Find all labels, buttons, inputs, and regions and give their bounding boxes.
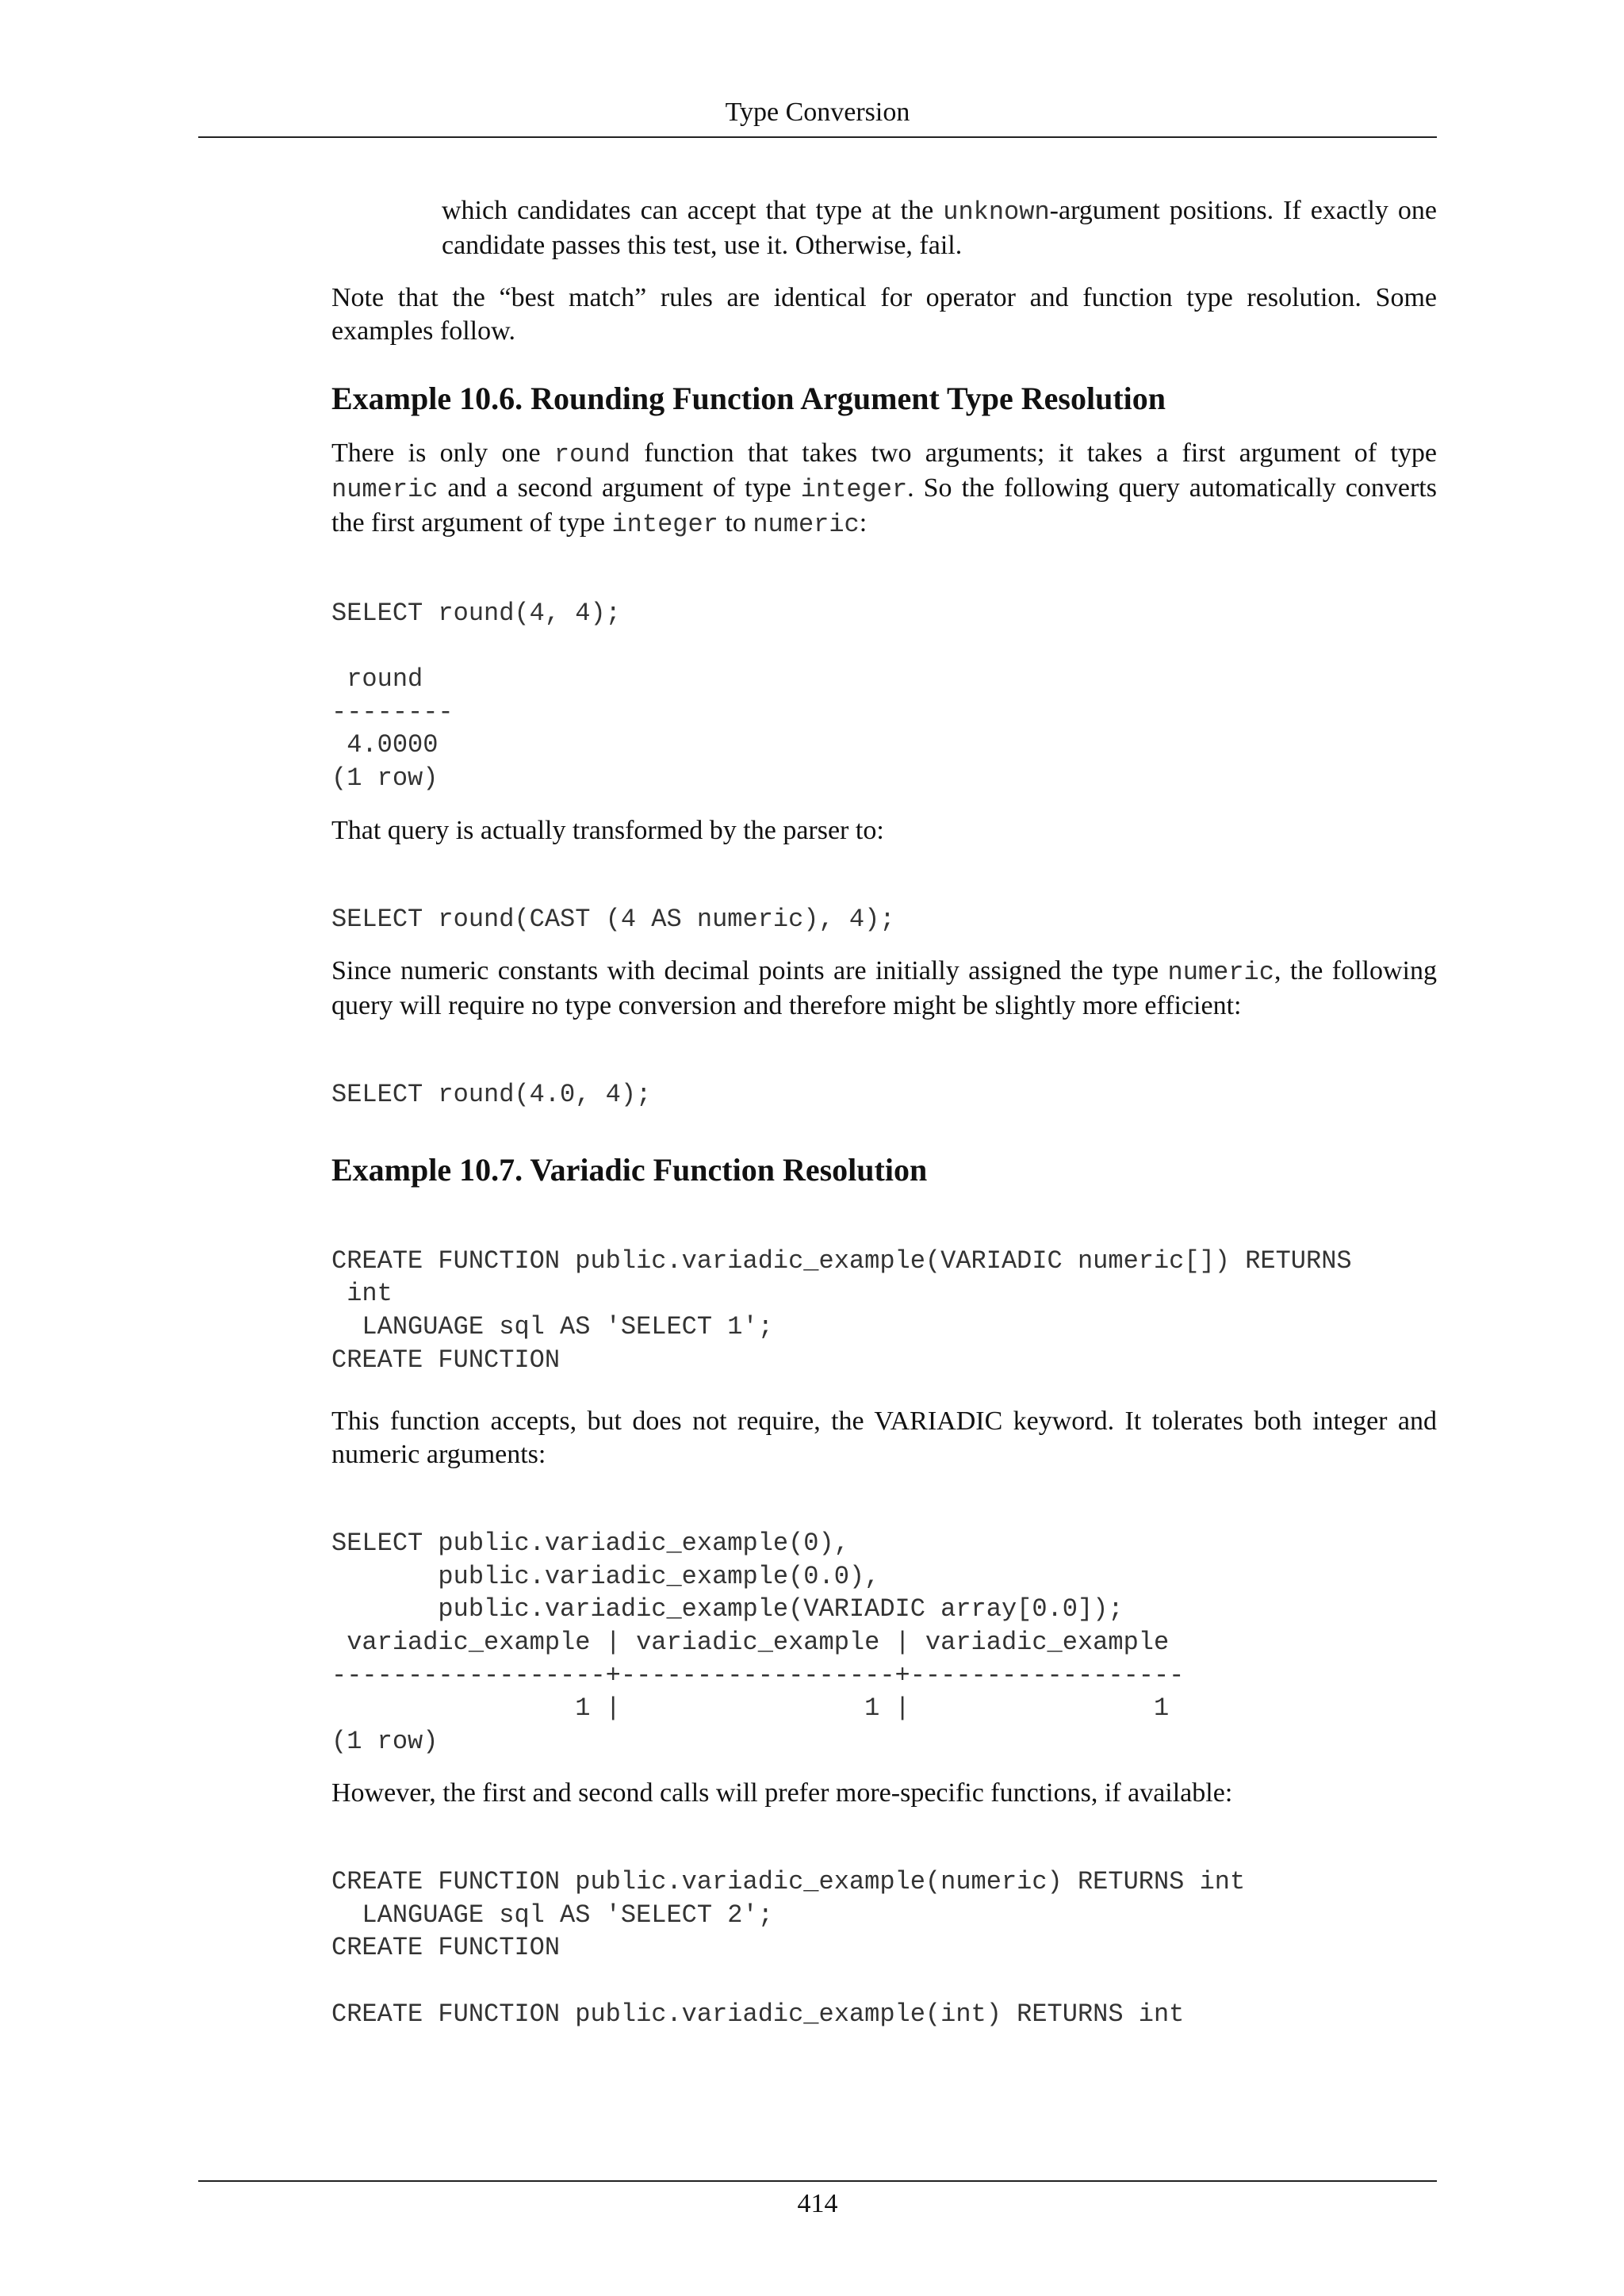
inline-code: numeric [753, 510, 860, 539]
code-block: SELECT public.variadic_example(0), public.variadic_example(0.0), public.variadic_example(VARIADIC array[0.0]); variadic_example | variadic_example | variadic_example ------------------+------------------+------------------ 1 | 1 | 1 (1 row) [331, 1529, 1185, 1756]
text-run: Since numeric constants with decimal points are initially assigned the type [331, 956, 1168, 986]
code-block: SELECT round(4.0, 4); [331, 1080, 652, 1110]
footer-rule [198, 2180, 1437, 2182]
text-run: function that takes two arguments; it takes a first argument of type [630, 438, 1437, 468]
code-block: SELECT round(CAST (4 AS numeric), 4); [331, 904, 895, 934]
paragraph: This function accepts, but does not require, the VARIADIC keyword. It tolerates both integer and numeric arguments: [331, 1406, 1437, 1470]
intro-paragraph: Note that the “best match” rules are identical for operator and function type resolution. Some examples follow. [331, 283, 1437, 346]
inline-code: integer [800, 475, 908, 504]
inline-code: round [553, 440, 630, 469]
code-block: CREATE FUNCTION public.variadic_example(VARIADIC numeric[]) RETURNS int LANGUAGE sql AS 'SELECT 1'; CREATE FUNCTION [331, 1246, 1352, 1375]
running-header: Type Conversion [725, 98, 910, 127]
inline-code: numeric [331, 475, 439, 504]
text-run: which candidates can accept that type at the [442, 196, 944, 225]
example-title: Example 10.6. Rounding Function Argument Type Resolution [331, 381, 1166, 416]
text-run: . So the following query automatically converts the first argument of type [331, 473, 1437, 538]
text-run: and a second argument of type [438, 473, 801, 503]
header-rule [198, 136, 1437, 138]
example-description [331, 437, 1437, 541]
inline-code: unknown [943, 197, 1050, 227]
text-run: -argument positions. If exactly one candidate passes this test, use it. Otherwise, fail. [442, 196, 1437, 260]
inline-code: integer [611, 510, 718, 539]
paragraph: However, the first and second calls will prefer more-specific functions, if available: [331, 1778, 1233, 1808]
paragraph [331, 955, 1437, 1023]
page-number: 414 [797, 2189, 838, 2218]
page-body [331, 194, 1437, 2030]
text-run: , the following query will require no type conversion and therefore might be slightly more efficient: [331, 956, 1437, 1021]
intro-paragraph-continuation [442, 194, 1437, 262]
example-title: Example 10.7. Variadic Function Resolution [331, 1151, 928, 1188]
inline-code: numeric [1167, 958, 1274, 988]
text-run: to [718, 508, 753, 538]
code-block: SELECT round(4, 4); round -------- 4.0000 (1 row) [331, 599, 621, 793]
code-block: CREATE FUNCTION public.variadic_example(numeric) RETURNS int LANGUAGE sql AS 'SELECT 2'; CREATE FUNCTION CREATE FUNCTION public.variadic_example(int) RETURNS int [331, 1867, 1246, 2029]
text-run: : [859, 508, 868, 538]
text-run: There is only one [331, 438, 554, 468]
paragraph: That query is actually transformed by the parser to: [331, 815, 884, 845]
